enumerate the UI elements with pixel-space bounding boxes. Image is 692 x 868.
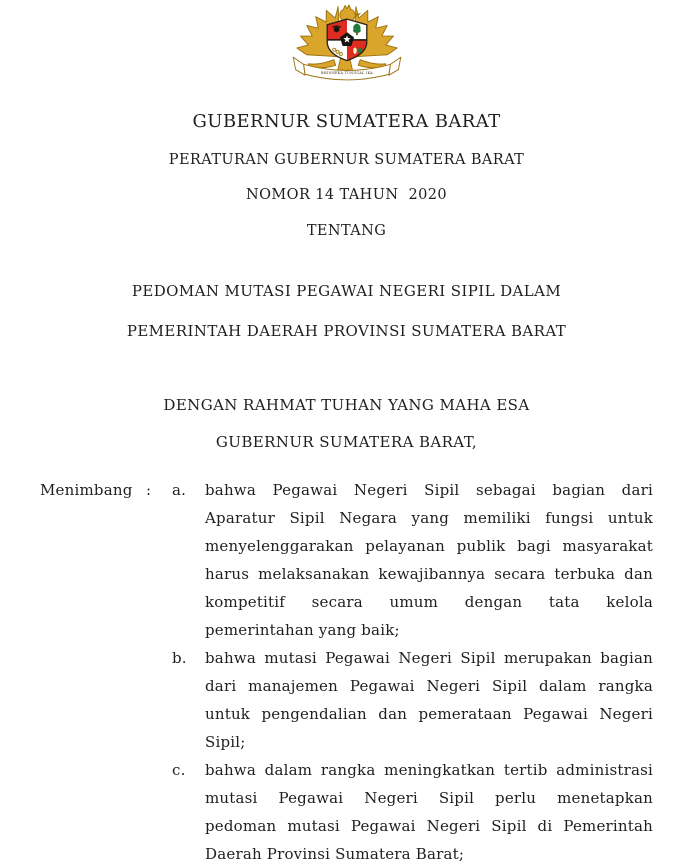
page-title: GUBERNUR SUMATERA BARAT xyxy=(192,111,501,132)
text-line: bahwa mutasi Pegawai Negeri Sipil merupakan bagian xyxy=(205,648,653,667)
item-text xyxy=(205,476,653,644)
menimbang-label: Menimbang xyxy=(40,480,133,499)
text-line: pedoman mutasi Pegawai Negeri Sipil di Pemerintah xyxy=(205,816,653,835)
text-line: bahwa dalam rangka meningkatkan tertib administrasi xyxy=(205,760,653,779)
consideration-item-a xyxy=(172,476,653,644)
menimbang-section xyxy=(40,476,653,868)
item-letter: b. xyxy=(172,648,187,667)
item-letter: a. xyxy=(172,480,187,499)
text-line: Aparatur Sipil Negara yang memiliki fungsi untuk xyxy=(205,508,653,527)
text-line: kompetitif secara umum dengan tata kelola xyxy=(205,592,653,611)
consideration-item-b xyxy=(172,644,653,756)
text-line: pemerintahan yang baik; xyxy=(205,620,400,639)
text-line: harus melaksanakan kewajibannya secara terbuka dan xyxy=(205,564,653,583)
item-text xyxy=(205,644,653,756)
regulation-type-line: PERATURAN GUBERNUR SUMATERA BARAT xyxy=(168,151,525,168)
invocation-line: DENGAN RAHMAT TUHAN YANG MAHA ESA xyxy=(163,395,530,414)
subject-line-2: PEMERINTAH DAERAH PROVINSI SUMATERA BARAT xyxy=(126,321,567,340)
text-line: Daerah Provinsi Sumatera Barat; xyxy=(205,844,465,863)
tentang-label: TENTANG xyxy=(306,223,387,240)
document-page xyxy=(0,4,692,865)
item-letter: c. xyxy=(172,760,186,779)
menimbang-colon: : xyxy=(146,480,152,499)
emblem-motto: BHINNEKA TUNGGAL IKA xyxy=(320,71,373,76)
text-line: Sipil; xyxy=(205,732,246,751)
text-line: mutasi Pegawai Negeri Sipil perlu menetapkan xyxy=(205,788,653,807)
bull-symbol xyxy=(333,27,339,33)
item-text xyxy=(205,756,653,868)
text-line: dari manajemen Pegawai Negeri Sipil dalam rangka xyxy=(205,676,653,695)
menimbang-items xyxy=(172,476,653,868)
text-line: menyelenggarakan pelayanan publik bagi masyarakat xyxy=(205,536,653,555)
subject-line-1: PEDOMAN MUTASI PEGAWAI NEGERI SIPIL DALAM xyxy=(131,281,562,300)
issuer-line: GUBERNUR SUMATERA BARAT, xyxy=(215,432,478,451)
consideration-item-c xyxy=(172,756,653,868)
text-line: untuk pengendalian dan pemerataan Pegawai Negeri xyxy=(205,704,653,723)
garuda-pancasila-emblem xyxy=(281,4,413,91)
garuda-pancasila-icon xyxy=(281,4,413,87)
text-line: bahwa Pegawai Negeri Sipil sebagai bagian dari xyxy=(205,480,653,499)
regulation-number-line: NOMOR 14 TAHUN 2020 xyxy=(246,186,447,203)
